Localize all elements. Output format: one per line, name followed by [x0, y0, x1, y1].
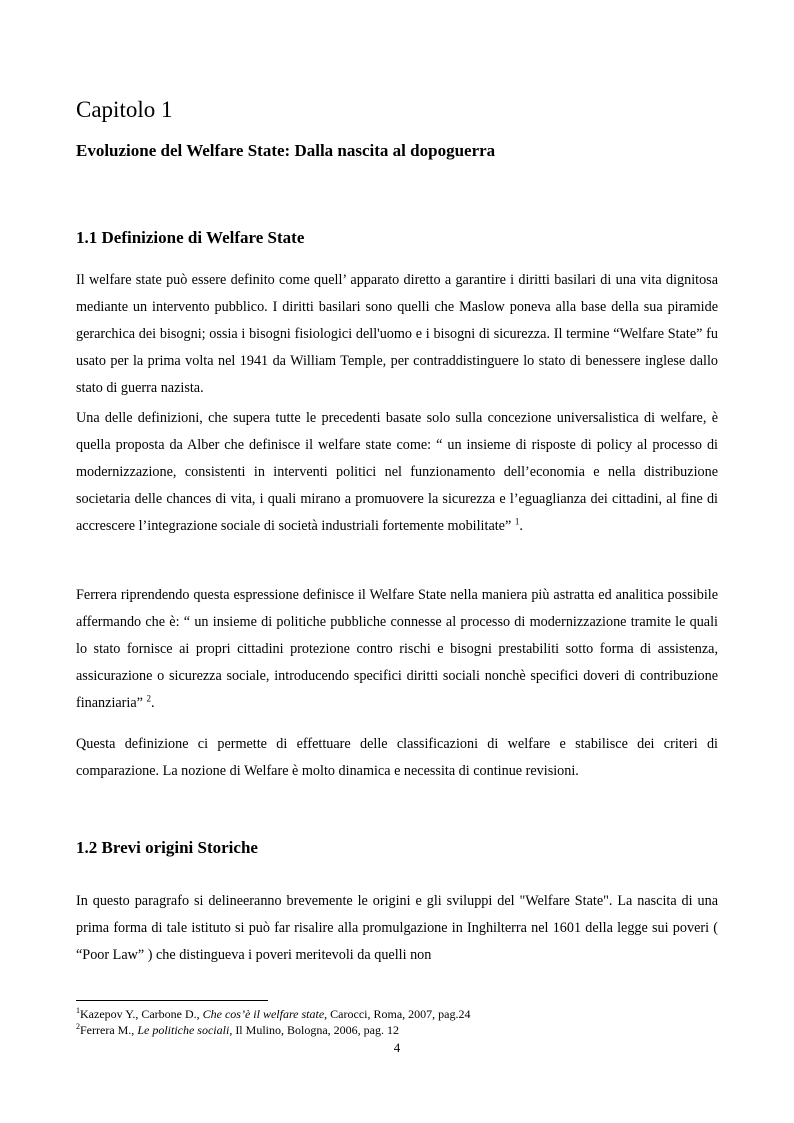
footnote-number: 1: [76, 1006, 80, 1015]
footnote-number: 2: [76, 1022, 80, 1031]
footnote-2: [76, 1022, 718, 1038]
footnote-separator: [76, 1000, 268, 1001]
page-number: 4: [393, 1040, 401, 1055]
paragraph-text: Ferrera riprendendo questa espressione definisce il Welfare State nella maniera più astratta ed analitica possibile affermando che è: “ un insieme di politiche pubbliche connesse al processo di modernizzazione tramite le quali lo stato fornisce ai propri cittadini protezione contro rischi e bisogni prestabiliti sotto forma di assistenza, assicurazione o sicurezza sociale, introducendo specifici diritti sociali nonchè specifici doveri di contribuzione finanziaria”: [76, 587, 718, 711]
section-heading-origini: 1.2 Brevi origini Storiche: [76, 838, 258, 857]
footnote-authors: Kazepov Y., Carbone D.,: [80, 1007, 203, 1021]
chapter-title: Capitolo 1: [76, 97, 173, 122]
footnote-work-title: Che cos’è il welfare state: [202, 1007, 325, 1021]
paragraph-tail: .: [519, 518, 523, 534]
paragraph-origins: In questo paragrafo si delineeranno brevemente le origini e gli sviluppi del "Welfare State". La nascita di una prima forma di tale istituto si può far risalire alla promulgazione in Inghilterra nel 1601 della legge sui poveri ( “Poor Law” ) che distingueva i poveri meritevoli da quelli non: [76, 893, 718, 963]
footnote-work-title: Le politiche sociali: [137, 1023, 230, 1037]
footnotes: [76, 1006, 718, 1038]
paragraph-ferrera-definition: [76, 582, 718, 717]
section-heading-definizione: 1.1 Definizione di Welfare State: [76, 228, 305, 247]
paragraph-text: Una delle definizioni, che supera tutte le precedenti basate solo sulla concezione universalistica di welfare, è quella proposta da Alber che definisce il welfare state come: “ un insieme di risposte di policy al processo di modernizzazione, consistenti in interventi politici nel funzionamento dell’economia e nella distribuzione societaria delle chances di vita, i quali mirano a promuovere la sicurezza e l’eguaglianza dei cittadini, al fine di accrescere l’integrazione sociale di società industriali fortemente mobilitate”: [76, 410, 718, 534]
paragraph-alber-definition: [76, 405, 718, 540]
paragraph-tail: .: [151, 695, 155, 711]
paragraph-classification: Questa definizione ci permette di effettuare delle classificazioni di welfare e stabilisce dei criteri di comparazione. La nozione di Welfare è molto dinamica e necessita di continue revisioni.: [76, 736, 718, 779]
footnote-1: [76, 1006, 718, 1022]
footnote-reference-2: 2: [146, 693, 151, 704]
footnote-authors: Ferrera M.,: [80, 1023, 138, 1037]
footnote-details: , Carocci, Roma, 2007, pag.24: [324, 1007, 471, 1021]
chapter-subtitle: Evoluzione del Welfare State: Dalla nascita al dopoguerra: [76, 141, 496, 160]
footnote-details: , Il Mulino, Bologna, 2006, pag. 12: [229, 1023, 399, 1037]
paragraph-definition-intro: Il welfare state può essere definito come quell’ apparato diretto a garantire i diritti basilari di una vita dignitosa mediante un intervento pubblico. I diritti basilari sono quelli che Maslow poneva alla base della sua piramide gerarchica dei bisogni; ossia i bisogni fisiologici dell'uomo e i bisogni di sicurezza. Il termine “Welfare State” fu usato per la prima volta nel 1941 da William Temple, per contraddistinguere lo stato di benessere inglese dallo stato di guerra nazista.: [76, 272, 718, 396]
footnote-reference-1: 1: [514, 516, 520, 527]
